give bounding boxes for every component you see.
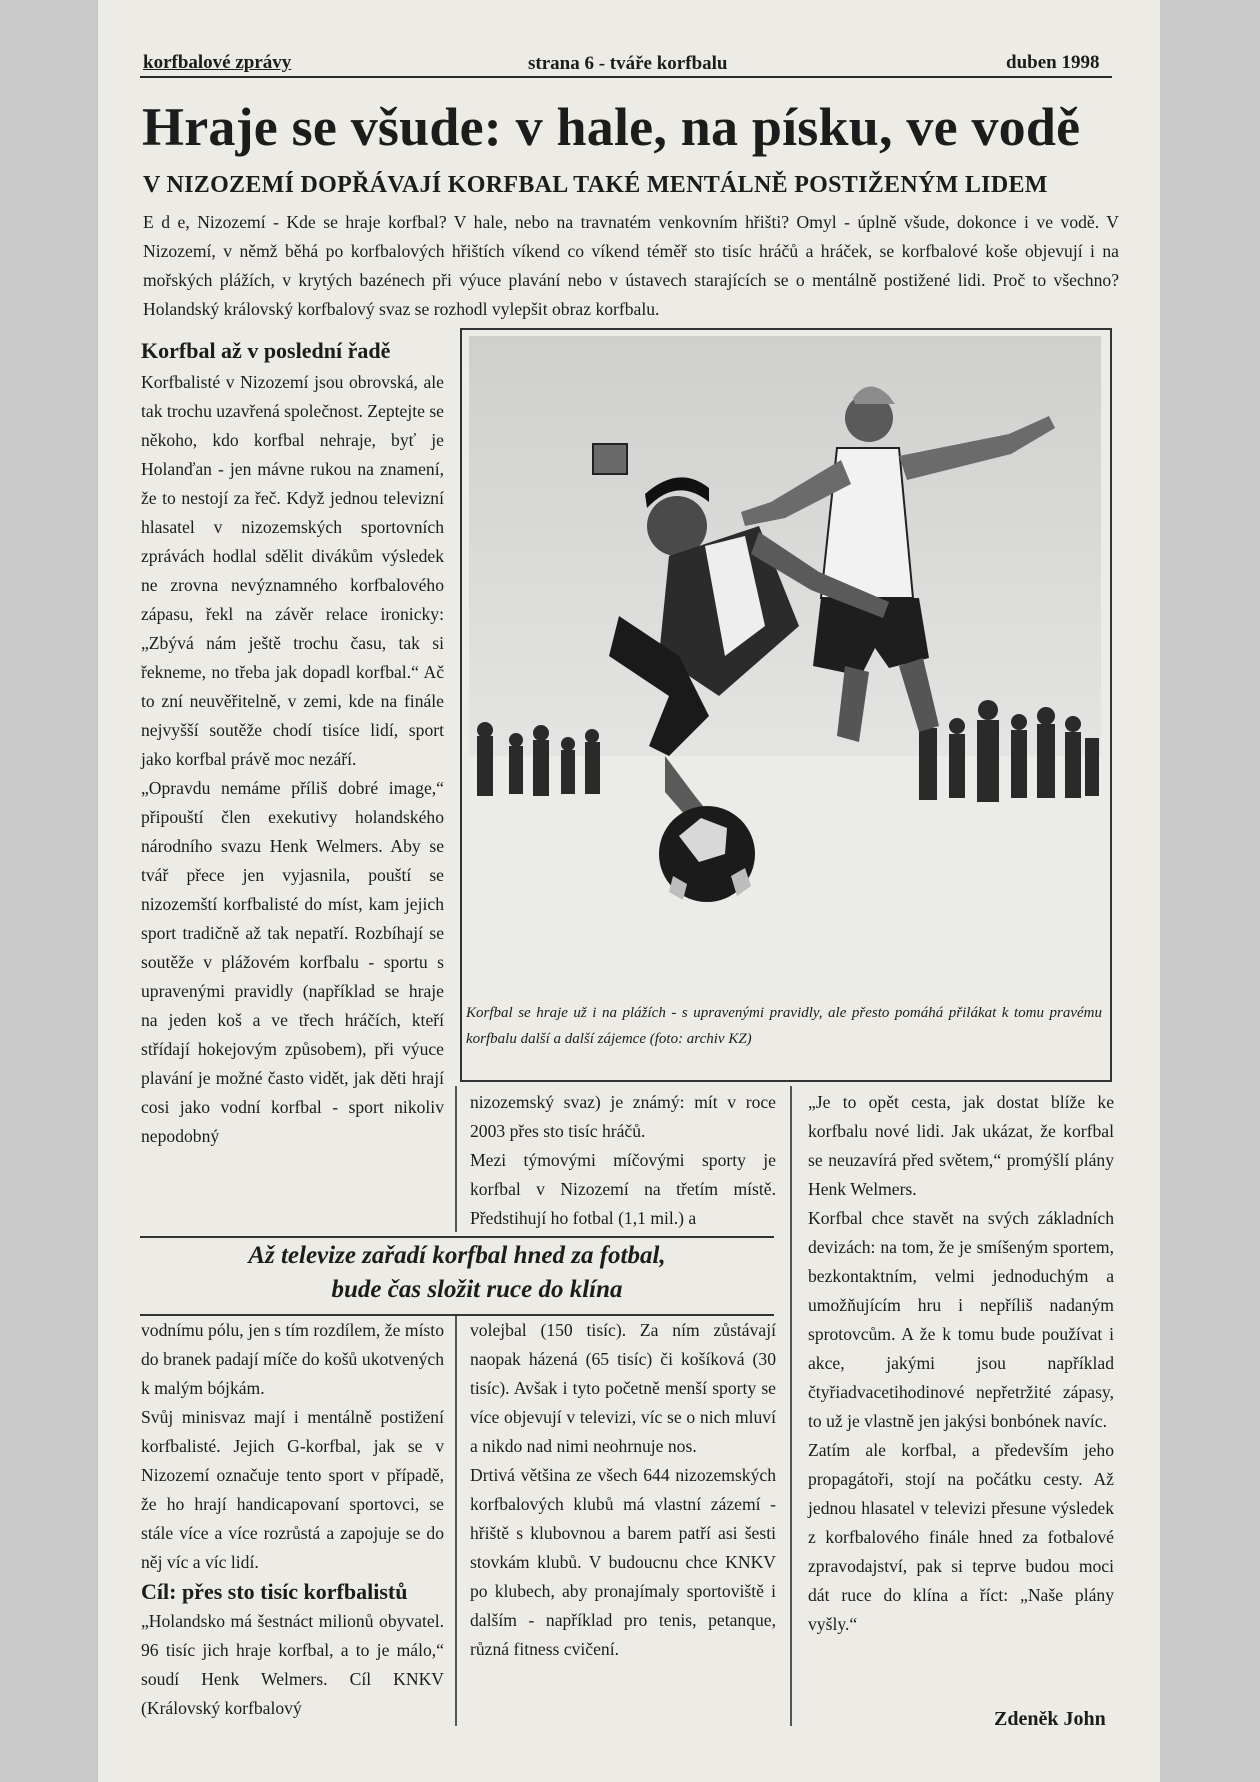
column-1-upper	[141, 336, 444, 1151]
article-subheadline: V NIZOZEMÍ DOPŘÁVAJÍ KORFBAL TAKÉ MENTÁLNĚ POSTIŽENÝM LIDEM	[143, 172, 1048, 198]
pull-quote-line-1: Až televize zařadí korfbal hned za fotbal,	[248, 1242, 666, 1269]
column-2-upper	[470, 1088, 776, 1233]
paragraph: vodnímu pólu, jen s tím rozdílem, že místo do branek padají míče do košů ukotvených k malým bójkám.	[141, 1320, 444, 1398]
beach-korfbal-illustration	[469, 336, 1101, 996]
pull-quote-line-2: bude čas složit ruce do klína	[331, 1276, 623, 1303]
paragraph: Mezi týmovými míčovými sporty je korfbal v Nizozemí na třetím místě. Předstihují ho fotbal (1,1 mil.) a	[470, 1150, 776, 1228]
section-heading-korfbal-posledni-rade: Korfbal až v poslední řadě	[141, 338, 391, 363]
paragraph: Korfbalisté v Nizozemí jsou obrovská, ale tak trochu uzavřená společnost. Zeptejte se někoho, kdo korfbal nehraje, byť je Holanďan - jen mávne rukou na znamení, že to nestojí za řeč. Když jednou televizní hlasatel v nizozemských sportovních zprávách hodlal sdělit divákům výsledek ne zrovna nevýznamného korfbalového zápasu, řekl na závěr relace ironicky: „Zbývá nám ještě trochu času, tak si řekneme, no třeba jak dopadl korfbal.“ Ač to zní neuvěřitelně, v zemi, kde na finále nejvyšší soutěže chodí tisíce lidí, sport jako korfbal právě moc nezáří.	[141, 372, 444, 769]
article-lead: E d e, Nizozemí - Kde se hraje korfbal? V hale, nebo na travnatém venkovním hřišti? Omyl - úplně všude, dokonce i ve vodě. V Nizozemí, v němž běhá po korfbalových hřištích víkend co víkend téměř sto tisíc hráčů a hráček, se korfbalové koše objevují i na mořských plážích, v krytých bazénech při výuce plavání nebo v ústavech starajících se o mentálně postižené lidi. Proč to všechno? Holandský královský korfbalový svaz se rozhodl vylepšit obraz korfbalu.	[143, 212, 1119, 319]
column-1-lower	[141, 1316, 444, 1723]
paragraph: nizozemský svaz) je známý: mít v roce 2003 přes sto tisíc hráčů.	[470, 1092, 776, 1141]
column-rule	[790, 1086, 792, 1726]
paragraph: Svůj minisvaz mají i mentálně postižení korfbalisté. Jejich G-korfbal, jak se v Nizozemí označuje tento sport v případě, že ho hrají handicapovaní sportovci, se stále více a více rozrůstá a zapojuje se do něj víc a víc lidí.	[141, 1407, 444, 1572]
article-headline: Hraje se všude: v hale, na písku, ve vodě	[142, 97, 1081, 157]
column-3	[808, 1088, 1114, 1639]
paragraph: „Je to opět cesta, jak dostat blíže ke korfbalu nové lidi. Jak ukázat, že korfbal se neuzavírá před světem,“ promýšlí plány Henk Welmers.	[808, 1092, 1114, 1199]
paragraph: Korfbal chce stavět na svých základních devizách: na tom, že je smíšeným sportem, bezkontaktním, velmi jednoduchým a umožňujícím hru i nepříliš nadaným sprotovcům. A že k tomu bude používat i akce, jakými jsou například čtyřiadvacetihodinové nepřetržité zápasy, to už je vlastně jen jakýsi bonbónek navíc.	[808, 1208, 1114, 1431]
beach-korfbal-photo	[469, 336, 1101, 996]
column-rule	[455, 1316, 457, 1726]
paragraph: Zatím ale korfbal, a především jeho propagátoři, stojí na počátku cesty. Až jednou hlasatel v televizi přesune výsledek z korfbalového finále hned za fotbalové zpravodajství, pak si teprve budou moci dát ruce do klína a říct: „Naše plány vyšly.“	[808, 1440, 1114, 1634]
column-rule	[455, 1086, 457, 1232]
paragraph: Drtivá většina ze všech 644 nizozemských korfbalových klubů má vlastní zázemí - hřiště s klubovnou a barem patří asi šesti stovkám klubů. V budoucnu chce KNKV po klubech, aby pronajímaly sportoviště i dalším - například pro tenis, petanque, různá fitness cvičení.	[470, 1465, 776, 1659]
paragraph: volejbal (150 tisíc). Za ním zůstávají naopak házená (65 tisíc) či košíková (30 tisíc). Avšak i tyto početně menší sporty se více objevují v televizi, víc se o nich mluví a nikdo nad nimi neohrnuje nos.	[470, 1320, 776, 1456]
paragraph: „Opravdu nemáme příliš dobré image,“ připouští člen exekutivy holandského národního svazu Henk Welmers. Aby se tvář přece jen vyjasnila, pouští se nizozemští korfbalisté do míst, kam jejich sport tradičně až tak nepatří. Rozbíhají se soutěže v plážovém korfbalu - sportu s upravenými pravidly (například se hraje na jeden koš a ve třech hráčích, kteří střídají hokejovým způsobem), při výuce plavání je možné často vidět, jak děti hrají cosi jako vodní korfbal - sport nikoliv nepodobný	[141, 778, 444, 1146]
header-rule	[140, 76, 1112, 78]
column-2-lower	[470, 1316, 776, 1664]
paragraph: „Holandsko má šestnáct milionů obyvatel. 96 tisíc jich hraje korfbal, a to je málo,“ soudí Henk Welmers. Cíl KNKV (Královský korfbalový	[141, 1611, 444, 1718]
section-heading-cil: Cíl: přes sto tisíc korfbalistů	[141, 1579, 408, 1604]
header-page-label: strana 6 - tváře korfbalu	[528, 53, 728, 74]
author-signature: Zdeněk John	[994, 1708, 1106, 1730]
header-section-name: korfbalové zprávy	[143, 52, 292, 73]
header-issue-date: duben 1998	[1006, 52, 1100, 73]
photo-caption: Korfbal se hraje už i na plážích - s upravenými pravidly, ale přesto pomáhá přilákat k tomu pravému korfbalu další a další zájemce (foto: archiv KZ)	[466, 1005, 1102, 1047]
